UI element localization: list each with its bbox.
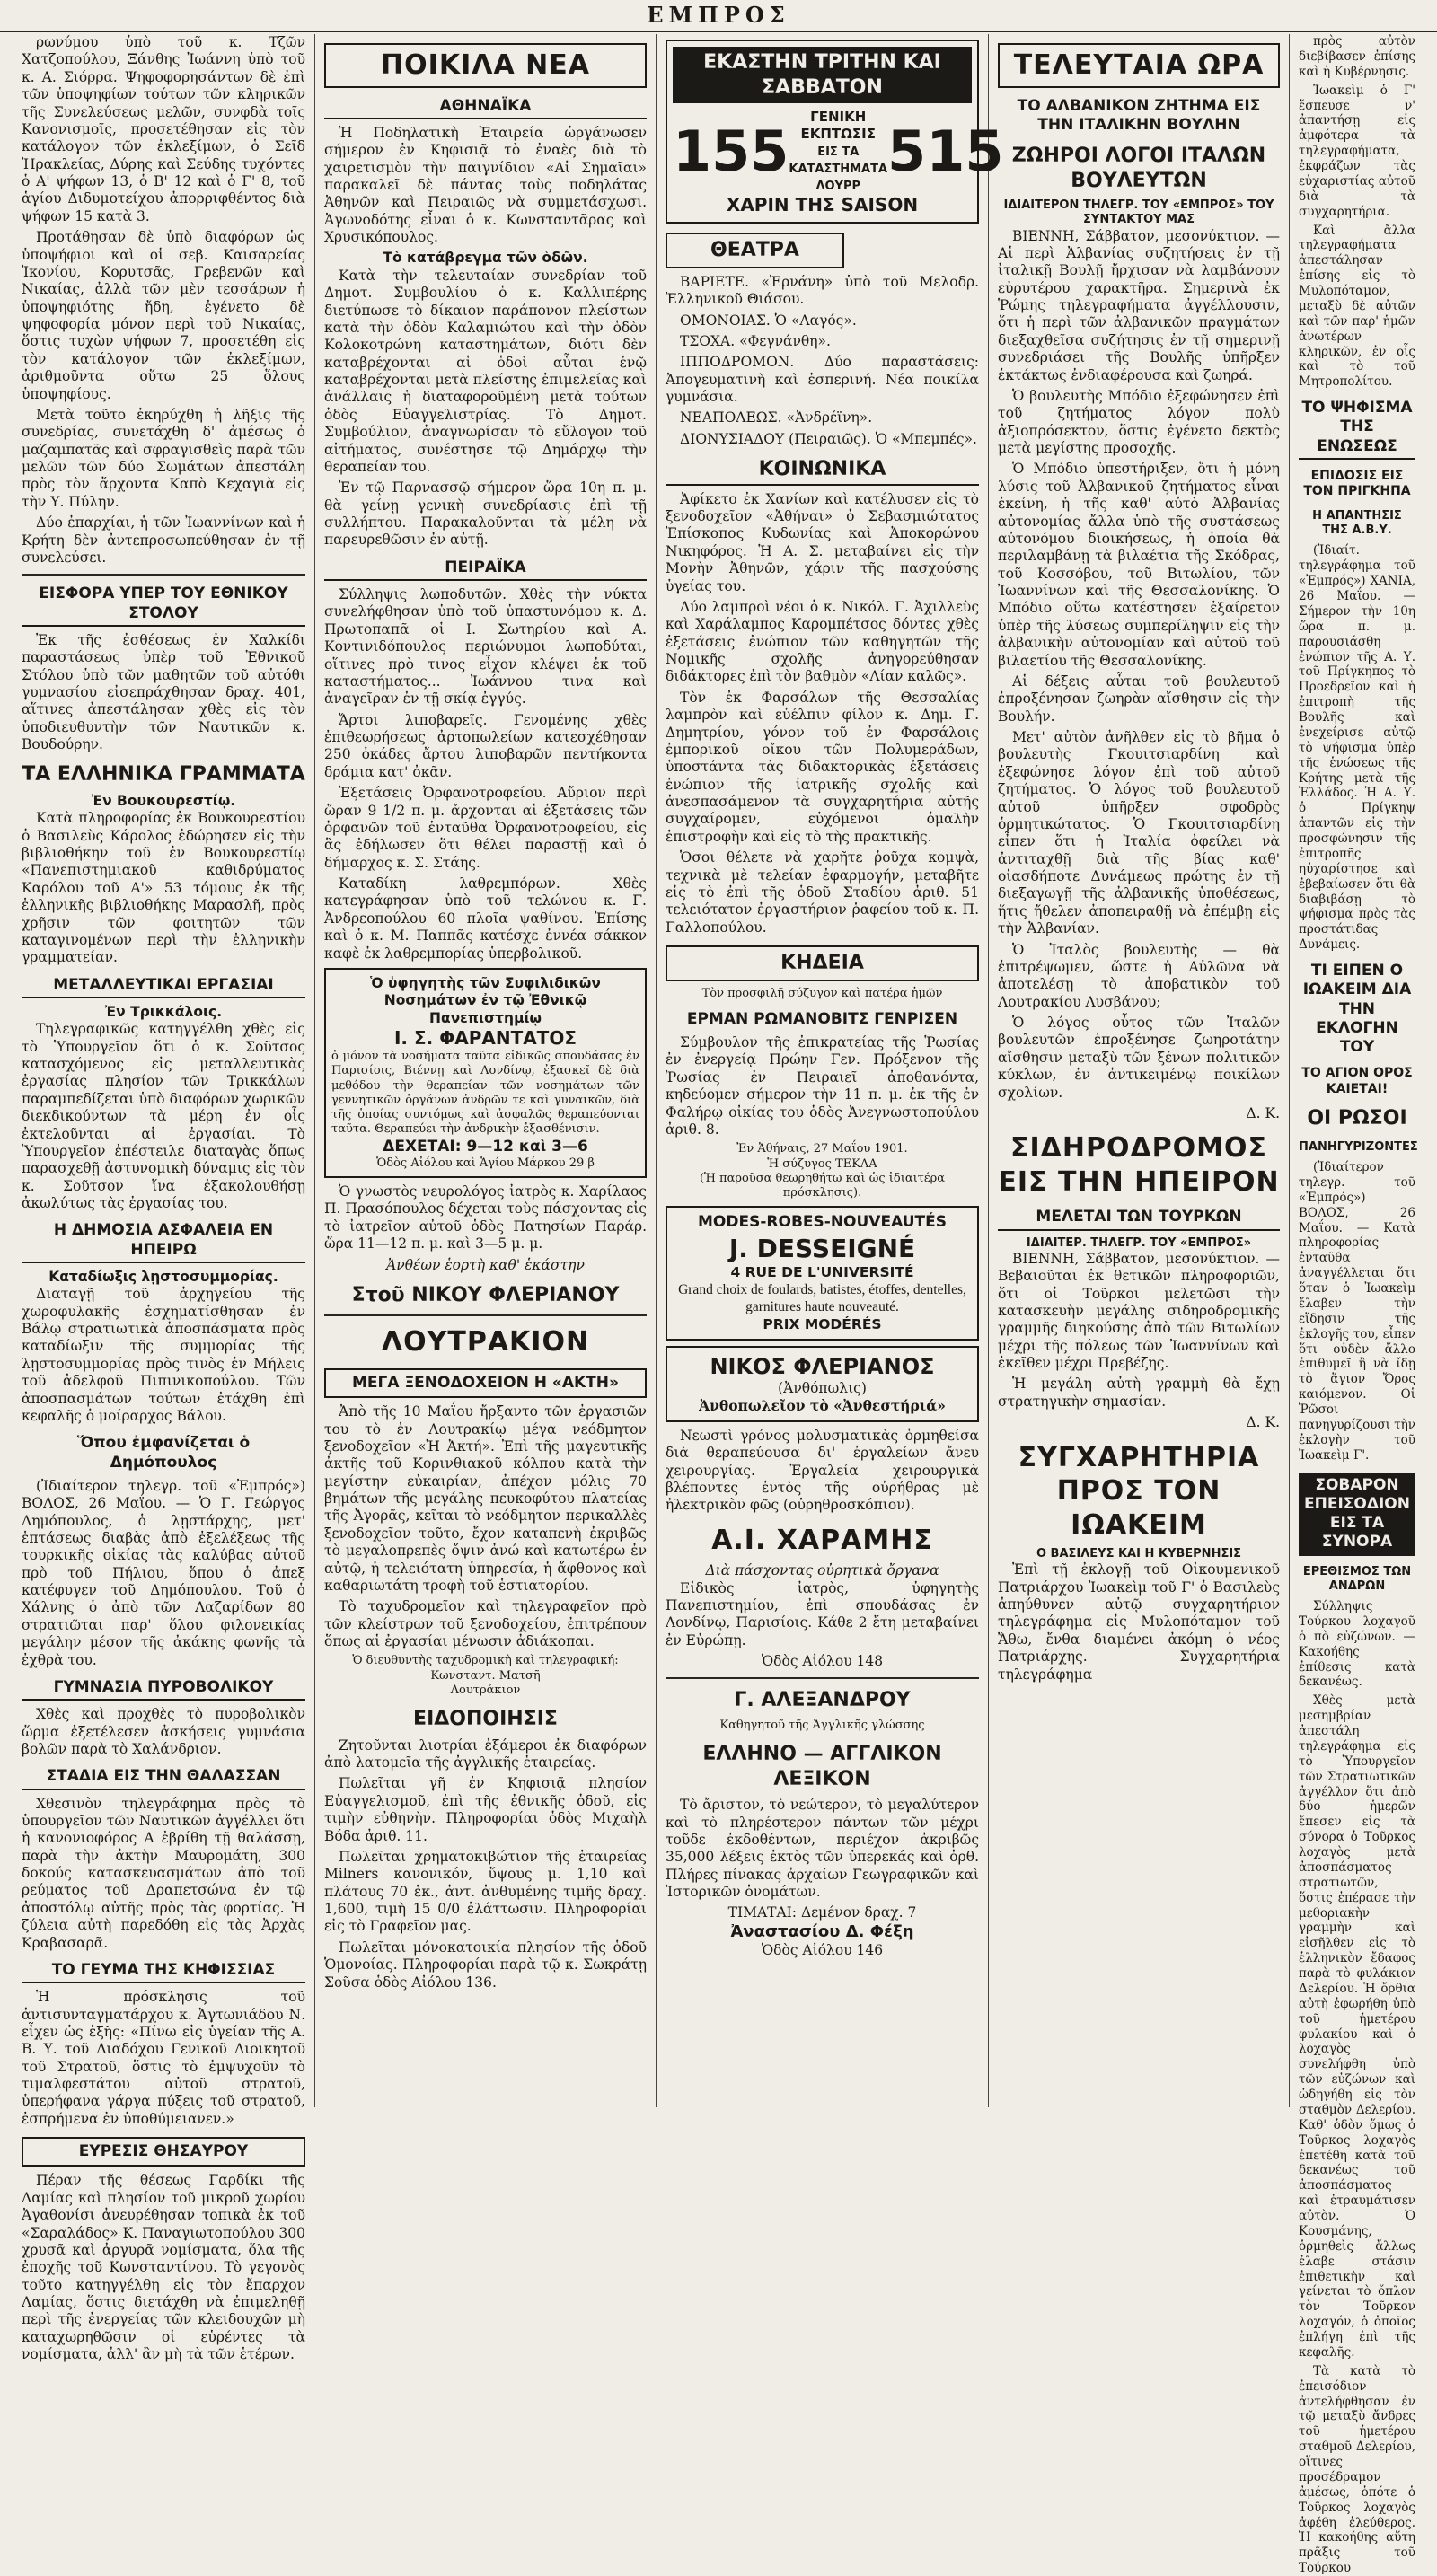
headline: ΤΙ ΕΙΠΕΝ Ο ΙΩΑΚΕΙΜ ΔΙΑ ΤΗΝ ΕΚΛΟΓΗΝ ΤΟΥ	[1302, 962, 1412, 1056]
notice-name: ΕΡΜΑΝ ΡΩΜΑΝΟΒΙΤΣ ΓΕΝΡΙΣΕΝ	[686, 1009, 958, 1028]
discount-number: 5	[750, 118, 789, 184]
article-text: Ἀφίκετο ἐκ Χανίων καὶ κατέλυσεν εἰς τὸ ξενοδοχεῖον «Ἀθήναι» ὁ Σεβασμιώτατος Ἐπίσκοπος Κυδωνίας καὶ Ἀποκορώνου Νικηφόρος. Ἡ Α. Σ. μεταβαίνει εἰς τὴν Μονὴν Ἀθηνῶν, χάριν τῆς πασχούσης ὑγείας του.	[666, 490, 979, 594]
article-text: Καὶ ἄλλα τηλεγραφήματα ἀπεστάλησαν ἐπίσης εἰς τὸ Μυλοπόταμον, μεταξὺ δὲ αὐτῶν καὶ τῶν παρ' ἡμῶν ἀνωτέρων κληρικῶν, ἐν οἷς καὶ τὸ τοῦ Μητροπολίτου.	[1299, 223, 1415, 390]
ad-name: ΝΙΚΟΣ ΦΛΕΡΙΑΝΟΣ	[710, 1354, 935, 1379]
headline: ΣΥΓΧΑΡΗΤΗΡΙΑ ΠΡΟΣ ΤΟΝ ΙΩΑΚΕΙΜ	[1018, 1441, 1260, 1541]
subheadline: Ο ΒΑΣΙΛΕΥΣ ΚΑΙ Η ΚΥΒΕΡΝΗΣΙΣ	[1036, 1547, 1242, 1561]
article-text: Ἐν τῷ Παρνασσῷ σήμερον ὥρα 10η π. μ. θὰ γείνῃ γενικὴ συνεδρίασις ἐπὶ τῇ συλλήπτου. Παρακαλοῦνται τὰ μέλη νὰ παρευρεθῶσιν ἐν αὐτῇ.	[324, 479, 647, 549]
article-text: Μετὰ τοῦτο ἐκηρύχθη ἡ λῆξις τῆς συνεδρίας, συνετάχθη δ' ἀμέσως ὁ μαζαμπατᾶς καὶ σφραγισθεὶς παρὰ τῶν μελῶν τῶν δύο Σωμάτων ἀπεστάλη πρὸς τὸν ἄρχοντα Καπὸ Κεχαγιὰ εἰς τὴν Υ. Πύλην.	[22, 406, 305, 510]
article-text: Ὁ Μπόδιο ὑπεστήριξεν, ὅτι ἡ μόνη λύσις τοῦ Ἀλβανικοῦ ζητήματος εἶναι ἐκείνη, ἡ τῆς καθ' αὐτὸ Ἀλβανίας αὐτονομίας ἄλλα ὑπὸ τῆς συστάσεως αὐτονόμου διοικήσεως, ἡ ὁποία θὰ περιλαμβάνῃ τὰ βιλαέτια τῆς Σκόδρας, τοῦ Κοσσόβου, τοῦ Βιτωλίου, τῶν Ἰωαννίνων καὶ τῆς Θεσσαλονίκης. Ὁ Μπόδιο οὕτω κατέστησεν ἐξαίρετον ὑπὲρ τῆς λύσεως συμπερίληψιν εἰς τὴν ἀλβανικὴν αὐτονομίαν καὶ αὐτοῦ τοῦ βιλαετίου τῆς Θεσσαλονίκης.	[998, 461, 1280, 669]
ad-address: 4 RUE DE L'UNIVERSITÉ	[730, 1263, 914, 1280]
article-text: Πωλεῖται χρηματοκιβώτιον τῆς ἑταιρείας Milners κανονικόν, ὕψους μ. 1,10 καὶ πλάτους 70 ἑκ., ἀντ. ἀνθυμένης τιμῆς δραχ. 1,600, τιμὴ 15 0/0 ἐλάττωσιν. Πληροφορίαι εἰς τὸ Γραφεῖον μας.	[324, 1848, 647, 1935]
ad-discounts	[673, 109, 1004, 194]
article-text: Ἡ πρόσκλησις τοῦ ἀντισυνταγματάρχου κ. Ἀγτωνιάδου Ν. εἶχεν ὡς ἑξῆς: «Πίνω εἰς ὑγείαν τῆς Α. Β. Υ. τοῦ Διαδόχου Γενικοῦ Διοικητοῦ τοῦ Στρατοῦ, ὅστις τὸ ἐμψυχοῦν τὸ τιμαλφεστάτου αὐτοῦ στρατοῦ, ὑπερήφανα γάργα πύξεις τοῦ στρατοῦ, ἐσπρήμενα ἐν ὑποθύμειανεν.»	[22, 1989, 305, 2127]
ad-title: ΕΛΛΗΝΟ — ΑΓΓΛΙΚΟΝ ΛΕΞΙΚΟΝ	[702, 1743, 942, 1790]
headline: Η ΑΠΑΝΤΗΣΙΣ ΤΗΣ Α.Β.Υ.	[1312, 508, 1402, 538]
florist-advert	[666, 1346, 979, 1422]
article-text: Πωλεῖται γῆ ἐν Κηφισιᾷ πλησίον Εὐαγγελισμοῦ, ἐπὶ τῆς ἐθνικῆς ὁδοῦ, εἰς τιμὴν εὐθηνὴν. Πληροφορίαι ὁδὸς Μιχαὴλ Βόδα ἀριθ. 11.	[324, 1775, 647, 1844]
article-text: Ἐξετάσεις Ὀρφανοτροφείου. Αὔριον περὶ ὥραν 9 1/2 π. μ. ἄρχονται αἱ ἐξετάσεις τῶν ὀρφανῶν τοῦ ἐνταῦθα Ὀρφανοτροφείου, εἰς ἃς ἐδήλωσεν ὅτι θέλει παραστῇ καὶ ὁ δήμαρχος κ. Σ. Στάης.	[324, 785, 647, 871]
ad-line: PRIX MODÉRÉS	[763, 1315, 882, 1332]
column-1	[13, 34, 315, 2363]
subheadline: Τὸ κατάβρεγμα τῶν ὁδῶν.	[383, 250, 588, 267]
headline: ΣΙΔΗΡΟΔΡΟΜΟΣ ΕΙΣ ΤΗΝ ΗΠΕΙΡΟΝ	[998, 1132, 1280, 1198]
ad-line: Ἀνθέων ἑορτὴ καθ' ἑκάστην	[386, 1256, 585, 1273]
notice-signature: Ἡ σύζυγος ΤΕΚΛΑ	[767, 1156, 877, 1171]
article-text: Αἱ δέξεις αὗται τοῦ βουλευτοῦ ἐπροξένησαν ζωηρὰν αἴσθησιν εἰς τὴν Βουλήν.	[998, 673, 1280, 725]
ad-name: Στοῦ ΝΙΚΟΥ ΦΛΕΡΙΑΝΟΥ	[351, 1283, 620, 1306]
notice-note: (Ἡ παροῦσα θεωρηθήτω καὶ ὡς ἰδιαιτέρα πρόσκλησις).	[699, 1171, 946, 1200]
article-text: ΒΙΕΝΝΗ, Σάββατον, μεσονύκτιον. — Αἱ περὶ Ἀλβανίας συζητήσεις ἐν τῇ ἰταλικῇ Βουλῇ ἤρχισαν νὰ λαμβάνουν εὐρυτέρου χαρακτῆρα. Σημερινὰ ἐκ Ῥώμης τηλεγραφήματα ἀγγέλλουσιν, ὅτι ἡ περὶ τῶν ἀλβανικῶν πραγμάτων διεξαχθεῖσα συζήτησις ἐν τῇ σημερινῇ συνεδριάσει τῆς Βουλῆς ὑπῆρξεν ἐκτάκτως ἐνδιαφέρουσα καὶ ζωηρά.	[998, 227, 1280, 383]
article-text: Δύο ἐπαρχίαι, ἡ τῶν Ἰωαννίνων καὶ ἡ Κρήτη δὲν ἀντεπροσωπεύθησαν ἐν τῇ συνελεύσει.	[22, 514, 305, 566]
article-text: Τηλεγραφικῶς κατηγγέλθη χθὲς εἰς τὸ Ὑπουργεῖον ὅτι ὁ κ. Σοῦτσος κατασχόμενος εἰς μεταλλευτικὰς ἐργασίας πλησίον τῶν Τρικκάλων παραμπεδίζεται ὑπὸ διαφόρων χωρικῶν διεκδικούντων τὰ μέρη ἐν οἷς ἐκτελοῦνται αἱ ἐργασίαι. Τὸ Ὑπουργεῖον ἐπέστειλε διαταγὰς ὅπως παρασχεθῇ ἀστυνομικὴ δύναμις εἰς τὸν κ. Σοῦτσον ἵνα ἐξακολουθήσῃ ἀκωλύτως τὰς ἐργασίας του.	[22, 1021, 305, 1211]
article-text: Χθὲς μετὰ μεσημβρίαν ἀπεστάλη τηλεγράφημα εἰς τὸ Ὑπουργεῖον τῶν Στρατιωτικῶν ἀγγέλλον ὅτι ἀπὸ δύο ἡμερῶν ἔπεσεν εἰς τὰ σύνορα ὁ Τοῦρκος λοχαγὸς μετὰ ἀποσπάσματος στρατιωτῶν, ὅστις ἐπέρασε τὴν μεθοριακὴν γραμμὴν καὶ εἰσῆλθεν εἰς τὸ ἑλληνικὸν ἔδαφος παρὰ τὸ φυλάκιον Δελερίου. Ἡ ὄρθια αὐτὴ ἐφωρήθη ὑπὸ τοῦ ἡμετέρου φυλακίου καὶ ὁ λοχαγὸς συνελήφθη ὑπὸ τῶν εὐζώνων καὶ ὡδηγήθη εἰς τὸν σταθμὸν Δελερίου. Καθ' ὁδὸν ὅμως ὁ Τοῦρκος λοχαγὸς ἐπετέθη κατὰ τοῦ δεκανέως τοῦ ἀποσπάσματος καὶ ἐτραυμάτισεν αὐτὸν. Ὁ Κουσμάνης, ὁρμηθεὶς ἄλλως ἐλαβε στάσιν ἐπιθετικὴν καὶ γείνεται τὸ ὅπλον τὸν Τοῦρκον λοχαγόν, ὁ ὁποῖος ἐπλήγη ἐπὶ τῆς κεφαλῆς.	[1299, 1693, 1415, 2360]
ad-name: Α.Ι. ΧΑΡΑΜΗΣ	[711, 1524, 933, 1556]
article-text: ρωνύμου ὑπὸ τοῦ κ. Τζῶν Χατζοπούλου, Ξάνθης Ἰωάννη ὑπὸ τοῦ κ. Α. Σιόρρα. Ψηφοφορησάντων δὲ ἐπὶ τῶν ὑποψηφίων τούτων τῶν κληρικῶν τῆς Συνελεύσεως μελῶν, συνφδὰ τοῖς Κανονισμοῖς, προσετέθησαν εἰς τὸν κατάλογον τῶν ἐκλεξίμων, ὁ Σεῖδ Ἠρακλείας, Δύρης καὶ Σεύδης τυχόντες ὁ Α' ψήφων 13, ὁ Β' 12 καὶ ὁ Γ' 8, τοῦ ἁγίου Διδυμοτείχου ἀπορριφθέντος διὰ ψήφων 15 κατὰ 3.	[22, 34, 305, 224]
article-text: Εἰδικὸς ἰατρὸς, ὑφηγητὴς Πανεπιστημίου, ἐπὶ σπουδάσας ἐν Λονδίνῳ, Παρισίοις. Κάθε 2 ἔτη μεταβαίνει ἐν Εὐρώπῃ.	[666, 1579, 979, 1648]
headline: ΖΩΗΡΟΙ ΛΟΓΟΙ ΙΤΑΛΩΝ ΒΟΥΛΕΥΤΩΝ	[1011, 145, 1266, 192]
headline: ΕΥΡΕΣΙΣ ΘΗΣΑΥΡΟΥ	[22, 2137, 305, 2167]
ad-hours: ΔΕΧΕΤΑΙ: 9—12 καὶ 3—6	[383, 1137, 588, 1156]
article-text: Ἐπὶ τῇ ἐκλογῇ τοῦ Οἰκουμενικοῦ Πατριάρχου Ἰωακεὶμ τοῦ Γ' ὁ Βασιλεὺς ἀπηύθυνεν αὐτῷ συγχαρητήριον τηλεγράφημα εἰς Μυλοπόταμον τοῦ Ἄθω, ἔνθα διαμένει ἀκόμη ὁ νέος Πατριάρχης. Συγχαρητήρια τηλεγράφημα	[998, 1561, 1280, 1683]
article-text: Δύο λαμπροὶ νέοι ὁ κ. Νικόλ. Γ. Ἀχιλλεὺς καὶ Χαράλαμπος Καρομπέτσος δόντες χθὲς ἐξετάσεις ἐνώπιον τῶν καθηγητῶν τῆς Νομικῆς σχολῆς ἀνηγορεύθησαν διδάκτορες ἐπὶ τὸν βαθμὸν «Λίαν καλῶς».	[666, 598, 979, 685]
ad-line: (Ἀνθόπωλις)	[778, 1380, 867, 1396]
headline: ΓΥΜΝΑΣΙΑ ΠΥΡΟΒΟΛΙΚΟΥ	[22, 1678, 305, 1701]
ad-name: Ι. Σ. ΦΑΡΑΝΤΑΤΟΣ	[393, 1027, 577, 1049]
column-2	[315, 34, 657, 2107]
ad-middle-line: ΓΕΝΙΚΗ ΕΚΠΤΩΣΙΣ	[800, 109, 876, 142]
notice-line: Τὸν προσφιλῆ σύζυγον καὶ πατέρα ἡμῶν	[701, 986, 943, 1000]
discount-number: 15	[926, 118, 1004, 184]
doctor-advert	[324, 968, 647, 1178]
fashion-advert	[666, 1206, 979, 1341]
article-text: Ζητοῦνται λιοτρίαι ἐξάμεροι ἐκ διαφόρων ἀπὸ λατομεῖα τῆς ἀγγλικῆς ἑταιρείας.	[324, 1736, 647, 1771]
article-text: Ἀπὸ τῆς 10 Μαΐου ἤρξαντο τῶν ἐργασιῶν του τὸ ἐν Λουτρακίῳ μέγα νεόδμητον ξενοδοχεῖον «Ἡ Ἀκτή». Ἐπὶ τῆς μαγευτικῆς ἀκτῆς τοῦ Κορινθιακοῦ κόλπου κατὰ τὴν μεγίστην εὐκαιρίαν, ἀπέχον μόλις 70 βημάτων τῆς μεγάλης πευκοφύτου πλατείας τῆς Ἀγορᾶς, κεῖται τὸ νεόδμητον περικαλλὲς ξενοδοχεῖον τοῦτο, ἔχον καταπενὴ ἐκριβῶς τὸ μεγαλοπρεπὲς ὄψιν ἀνώ καὶ κατωτέρω ἐν αὐτῷ, ἡ τελειότατη ὑπηρεσία, ἡ ἄφθονος καὶ καθαριωτάτη τροφὴ τοῦ ἑστιατορίου.	[324, 1403, 647, 1594]
signature: Δ. Κ.	[1246, 1414, 1280, 1431]
article-text: Σύμβουλον τῆς ἐπικρατείας τῆς Ῥωσίας ἐν ἐνεργείᾳ Πρώην Γεν. Πρόξενον τῆς Ῥωσίας ἐν Πειραιεῖ ἀποθανόντα, κηδεύομεν σήμερον τὴν 11 π. μ. ἐκ τῆς ἐν Φαλήρῳ οἰκίας του ὁδὸς Ἀνεγνωστοπούλου ἀριθ. 8.	[666, 1034, 979, 1138]
ad-head: ΕΚΑΣΤΗΝ ΤΡΙΤΗΝ ΚΑΙ ΣΑΒΒΑΤΟΝ	[673, 47, 972, 103]
article-text: Τὰ κατὰ τὸ ἐπεισόδιον ἀντελήφθησαν ἐν τῷ μεταξὺ ἄνδρες τοῦ ἡμετέρου σταθμοῦ Δελερίου, οἵτινες προσέδραμον ἀμέσως, ὁπότε ὁ Τοῦρκος λοχαγὸς ἀφέθη ἐλεύθερος. Ἡ κακοήθης αὕτη πρᾶξις τοῦ Τούρκου	[1299, 2363, 1415, 2576]
article-text: Ὁ λόγος οὗτος τῶν Ἰταλῶν βουλευτῶν ἐπροξένησε ζωηροτάτην αἴσθησιν μεταξὺ τῶν ξένων πολιτικῶν κύκλων, ἐν ἀντικειμένῳ ποικίλων σχολίων.	[998, 1015, 1280, 1101]
article-text: Ἐκ τῆς ἐσθέσεως ἐν Χαλκίδι παραστάσεως ὑπὲρ τοῦ Ἐθνικοῦ Στόλου ὑπὸ τῶν μαθητῶν τοῦ αὐτόθι γυμνασίου εἰσεπράχθησαν δραχ. 401, αἵτινες ἀπεστάλησαν χθὲς εἰς τὸν ὑποδιευθυντὴν τῶν Ναυτικῶν κ. Βουδούρην.	[22, 631, 305, 752]
headline: ΤΟ ΓΕΥΜΑ ΤΗΣ ΚΗΦΙΣΣΙΑΣ	[22, 1961, 305, 1983]
article-text: Καταδίκη λαθρεμπόρων. Χθὲς κατεγράφησαν ὑπὸ τοῦ τελώνου κ. Γ. Ἀνδρεοπούλου 60 πλοῖα ψαθίνου. Ἐπίσης καὶ ὁ κ. Μ. Παππᾶς κατέσχε ἐννέα σάκκον καφὲ ἐκ λαθρεμπορίας ὑπερβολικοῦ.	[324, 875, 647, 962]
ad-name: J. DESSEIGNÉ	[728, 1233, 916, 1263]
ad-text: ὁ μόνον τὰ νοσήματα ταῦτα εἰδικῶς σπουδάσας ἐν Παρισίοις, Βιέννῃ καὶ Λονδίνῳ, ἐξασκεῖ δὲ διὰ μεθόδου τὴν θεραπείαν τῶν νοσημάτων τῶν γεννητικῶν ὀργάνων ἀνδρῶν τε καὶ γυναικῶν, διὰ τῆς ὁποίας συντόμως καὶ ἀσφαλῶς θεραπεύονται ταῦτα. Θεραπεύει τὴν ἀνδρικὴν ἐξασθένισιν.	[331, 1050, 639, 1137]
article-text: Ὁ γνωστὸς νευρολόγος ἰατρὸς κ. Χαρίλαος Π. Πρασόπουλος δέχεται τοὺς πάσχοντας εἰς τὸ ἰατρεῖον αὐτοῦ ὁδὸς Πατησίων Παράρ. ὥρα 11—12 π. μ. καὶ 3—5 μ. μ.	[324, 1183, 647, 1253]
article-text: ΒΑΡΙΕΤΕ. «Ἐρνάνη» ὑπὸ τοῦ Μελοδρ. Ἑλληνικοῦ Θιάσου.	[666, 273, 979, 308]
headline: ΠΑΝΗΓΥΡΙΖΟΝΤΕΣ	[1299, 1139, 1418, 1154]
ad-shop: Ἀναστασίου Δ. Φέξη	[730, 1921, 914, 1941]
headline: ΕΡΕΘΙΣΜΟΣ ΤΩΝ ΑΝΔΡΩΝ	[1302, 1564, 1412, 1593]
column-5	[1290, 34, 1424, 2576]
discount-number: 15	[673, 118, 751, 184]
article-text: Νεωστὶ γρόνος μολυσματικὰς ὁρμηθείσα διὰ θεραπεύουσα δι' ἐργαλείων ἄνευ χειρουργίας. Ἐργαλεία χειρουργικὰ βλέποντες ἐντὸς τῆς οὐρήθρας μὲ ἠλεκτρικὸν φῶς (οὐρηθροσκόπιον).	[666, 1427, 979, 1514]
headline: ΤΑ ΕΛΛΗΝΙΚΑ ΓΡΑΜΜΑΤΑ	[22, 763, 305, 787]
ad-name: Γ. ΑΛΕΞΑΝΔΡΟΥ	[734, 1689, 911, 1712]
article-text: Προτάθησαν δὲ ὑπὸ διαφόρων ὡς ὑποψήφιοι καὶ οἱ σεβ. Καισαρείας Ἰκονίου, Κορυτσᾶς, Γρεβενῶν καὶ Νικαίας, ἀλλὰ τῶν μὲν τεσσάρων ἡ ὑποψηφιότης ἤδη, ἐγένετο δὲ ψηφοφορία μόνον περὶ τοῦ Νικαίας, ὅστις τυχὼν ψήφων 7, προσετέθη εἰς τὸν κατάλογον τῶν ἐκλεξίμων, ἀριθμοῦντα οὕτω 25 ὅλους ὑποψηφίους.	[22, 229, 305, 402]
article-text: ΤΣΟΧΑ. «Φεγνάνθη».	[680, 332, 831, 349]
column-4	[989, 34, 1290, 2107]
headline: ΣΟΒΑΡΟΝ ΕΠΕΙΣΟΔΙΟΝ ΕΙΣ ΤΑ ΣΥΝΟΡΑ	[1299, 1473, 1415, 1556]
signature: Ὁ διευθυντὴς ταχυδρομικὴ καὶ τηλεγραφική: Κωνσταντ. Ματσῆ	[352, 1654, 619, 1683]
article-text: Χθὲς καὶ προχθὲς τὸ πυροβολικὸν ὥρμα ἐξετέλεσεν ἀσκήσεις γυμνάσια βολῶν παρὰ τὸ Χαλάνδριον.	[22, 1706, 305, 1757]
article-text: Τὸ ἄριστον, τὸ νεώτερον, τὸ μεγαλύτερον καὶ τὸ πληρέστερον πάντων τῶν μέχρι τοῦδε ἐκδοθέντων, περιέχον ἀκριβῶς 35,000 λέξεις ἐκτὸς τῶν ὑπερεκάς καὶ ὀρθ. Πλήρες πίνακας ἀρχαίων Γεωγραφικῶν καὶ Ἰστορικῶν ὀνομάτων.	[666, 1797, 979, 1900]
article-text: Ἡ Ποδηλατικὴ Ἑταιρεία ὡργάνωσεν σήμερον ἐν Κηφισιᾷ τὸ ἐναὲς διὰ τὸ χαιρετισμὸν τὴν παιγνίδιον «Αἱ Σημαῖαι» παρακαλεῖ δὲ πάντας τοὺς ποδηλάτας Ἀθηνῶν καὶ Πειραιῶς νὰ συμμετάσχωσι. Ἀγωνοδότης εἶναι ὁ κ. Κωνσταντᾶρας καὶ Χρυσικόπουλος.	[324, 124, 647, 245]
article-text: Τὸ ταχυδρομεῖον καὶ τηλεγραφεῖον πρὸ τῶν κλείστρων τοῦ ξενοδοχείου, ἐπιτρέπουν ὅπως αἱ ἐργασίαι μένωσιν ἀδιάκοπαι.	[324, 1598, 647, 1649]
masthead: ΕΜΠΡΟΣ	[0, 0, 1437, 32]
ad-address: Ὁδὸς Αἰόλου 148	[761, 1653, 884, 1669]
headline: ΤΟ ΑΛΒΑΝΙΚΟΝ ΖΗΤΗΜΑ ΕΙΣ ΤΗΝ ΙΤΑΛΙΚΗΝ ΒΟΥΛΗΝ	[1017, 96, 1261, 134]
ad-price: ΤΙΜΑΤΑΙ: Δεμένον δραχ. 7	[727, 1904, 917, 1921]
article-text: Ἄρτοι λιποβαρεῖς. Γενομένης χθὲς ἐπιθεωρήσεως ἀρτοπωλείων κατεσχέθησαν 250 ὀκάδες ἄρτου λιποβαρῶν πεντήκοντα δράμια κατ' ὀκᾶν.	[324, 711, 647, 780]
article-text: Ὁ βουλευτὴς Μπόδιο ἐξεφώνησεν ἐπὶ τοῦ ζητήματος λόγον πολὺ ἀξιοπρόσεκτον, ὅστις ἐγένετο δεκτὸς μετὰ μεγίστης προσοχῆς.	[998, 387, 1280, 456]
headline: ΛΟΥΤΡΑΚΙΟΝ	[381, 1326, 590, 1358]
headline: ΜΕΤΑΛΛΕΥΤΙΚΑΙ ΕΡΓΑΣΙΑΙ	[22, 976, 305, 998]
article-text: Ὁ Ἰταλὸς βουλευτὴς — θὰ ἐπιτρέψωμεν, ὥστε ἡ Αὐλῶνα νὰ ἀποτελέσῃ τὸ ἀποβατικὸν τοῦ Λουτρακίου Λυσβάνου;	[998, 941, 1280, 1010]
article-text: (Ἰδιαίτερον τηλεγρ. τοῦ «Ἐμπρός») ΒΟΛΟΣ, 26 Μαΐου. — Κατὰ πληροφορίας ἐνταῦθα ἀναγγέλλεται ὅτι ὅταν ὁ Ἰωακεὶμ ἔλαβεν τὴν εἴδησιν τῆς ἐκλογῆς του, εἶπεν ὅτι οὐδὲν ἄλλο ἐπιθυμεῖ ἢ νὰ ἴδῃ τὸ ἅγιον Ὄρος καιόμενον. Οἱ Ῥῶσοι πανηγυρίζουσι τὴν ἐκλογὴν τοῦ Ἰωακεὶμ Γ'.	[1299, 1160, 1416, 1463]
article-text: ΝΕΑΠΟΛΕΩΣ. «Ἀνδρέϊνη».	[680, 409, 873, 426]
headline: ΕΠΙΔΟΣΙΣ ΕΙΣ ΤΟΝ ΠΡΙΓΚΗΠΑ	[1303, 468, 1411, 499]
headline: ΤΟ ΨΗΦΙΣΜΑ ΤΗΣ ΕΝΩΣΕΩΣ	[1299, 399, 1415, 460]
subheadline: ΙΔΙΑΙΤΕΡ. ΤΗΛΕΓΡ. ΤΟΥ «ΕΜΠΡΟΣ»	[1026, 1235, 1252, 1250]
subheadline: Ἐν Τρικκάλοις.	[104, 1003, 223, 1020]
sale-advert	[666, 40, 1004, 224]
ad-text: Grand choix de foulards, batistes, étoffes, dentelles, garnitures haute nouveauté.	[678, 1281, 966, 1315]
ad-line: Διὰ πάσχοντας οὐρητικὰ ὄργανα	[705, 1562, 939, 1579]
divider	[324, 1314, 647, 1316]
article-text: ΙΠΠΟΔΡΟΜΟΝ. Δύο παραστάσεις: Ἀπογευματινὴ καὶ ἑσπερινή. Νέα ποικίλα γυμνάσια.	[666, 354, 979, 405]
headline: ΜΕΓΑ ΞΕΝΟΔΟΧΕΙΟΝ Η «ΑΚΤΗ»	[324, 1368, 647, 1398]
article-text: Ὁσοι θέλετε νὰ χαρῆτε ῥοῦχα κομψὰ, τεχνικὰ μὲ τελείαν ἐφαρμογήν, μεταβῆτε εἰς τὸ ἐπὶ τῆς ὁδοῦ Σταδίου ἀριθ. 51 τελειότατον ἐργαστήριον ῥαφείου τοῦ κ. Π. Γαλλοπούλου.	[666, 849, 979, 936]
signature: Λουτράκιον	[450, 1683, 521, 1697]
article-text: Πωλεῖται μόνοκατοικία πλησίον τῆς ὁδοῦ Ὁμονοίας. Πληροφορίαι παρὰ τῷ κ. Σωκράτῃ Σοῦσα ὁδὸς Αἰόλου 136.	[324, 1939, 647, 1991]
article-text: Κατὰ πληροφορίας ἐκ Βουκουρεστίου ὁ Βασιλεὺς Κάρολος ἐδώρησεν εἰς τὴν βιβλιοθήκην τοῦ ἐν Βουκουρεστίῳ «Πανεπιστημιακοῦ καθιδρύματος Καρόλου τοῦ Α'» 53 τόμους ἐκ τῆς ἑλληνικῆς βιβλιοθήκης Μαρασλῆ, πρὸς χρῆσιν τῶν φοιτητῶν τῶν καταγινομένων περὶ τὴν ἑλληνικὴν γραμματείαν.	[22, 810, 305, 966]
article-text: Χθεσινὸν τηλεγράφημα πρὸς τὸ ὑπουργεῖον τῶν Ναυτικῶν ἀγγέλλει ὅτι ἡ κανονιοφόρος Α ἐβρίθη τῇ θαλάσσῃ, παρὰ τὴν ἀκτὴν Μαυρομάτη, 300 δοκούς κατασκευασμάτων ἀπὸ τοῦ ρεύματος τοῦ Δραπετσώνα ἐν τῷ ἀποστόλῳ αὐτῆς πρὸς τὰς φορτίας. Ἡ ζύλεια αὐτὴ παρεδόθη εἰς τὰς Ἀρχὰς Κραβασαρᾶ.	[22, 1795, 305, 1951]
article-text: Μετ' αὐτὸν ἀνῆλθεν εἰς τὸ βῆμα ὁ βουλευτὴς Γκουιτσιαρδίνη καὶ ἐξεφώνησε λόγον ἐπὶ τοῦ αὐτοῦ ζητήματος. Ὁ λόγος τοῦ βουλευτοῦ αὐτοῦ ὑπῆρξεν σφοδρὸς ὁρμητικώτατος. Ὁ Γκουιτσιαρδίνη εἶπεν ὅτι ἡ Ἰταλία ὀφείλει νὰ ἀντιταχθῇ διὰ τῆς βίας καθ' οἱασδήποτε Δυνάμεως πρώτης ἐν τῇ διεξαγωγῇ τῆς ἀλβανικῆς ὑποθέσεως, ἥτις ἤθελεν ἀποπειραθῇ νὰ ἐπέμβῃ εἰς τὴν Ἀλβανίαν.	[998, 729, 1280, 937]
article-text: Ἰωακεὶμ ὁ Γ' ἔσπευσε ν' ἀπαντήσῃ εἰς ἀμφότερα τὰ τηλεγραφήματα, ἐκφράζων τὰς εὐχαριστίας αὐτοῦ διὰ τὰ συγχαρητήρια.	[1299, 83, 1415, 219]
subheadline: Καταδίωξις λῃστοσυμμορίας.	[48, 1268, 278, 1285]
section-subtitle: ΠΕΙΡΑΪΚΑ	[324, 558, 647, 581]
notice-date: Ἐν Ἀθήναις, 27 Μαΐου 1901.	[736, 1142, 908, 1156]
divider	[22, 574, 305, 576]
headline: ΕΙΣΦΟΡΑ ΥΠΕΡ ΤΟΥ ΕΘΝΙΚΟΥ ΣΤΟΛΟΥ	[22, 585, 305, 627]
ad-middle-line: ΕΙΣ ΤΑ ΚΑΤΑΣΤΗΜΑΤΑ ΛΟΥΡΡ	[789, 145, 888, 193]
ad-address: Ὁδὸς Αἰόλου καὶ Ἁγίου Μάρκου 29 β	[376, 1156, 595, 1170]
article-text: Κατὰ τὴν τελευταίαν συνεδρίαν τοῦ Δημοτ. Συμβουλίου ὁ κ. Καλλιπέρης διετύπωσε τὸ δίκαιον παράπονον πλείστων κατὰ τὴν ὁδὸν Καλαμιώτου καὶ τὴν ὁδὸν Κολοκοτρώνη καταστημάτων, διότι δὲν καταβρέχονται αἱ ὁδοὶ αὗται ἐνῷ καταβρέχονται μετὰ πλείστης ἐπιμελείας καὶ ἀνάλλαις ἡ διαταφοροῦμένη μετὰ τούτων ὁδὸς Εὐαγγελιστρίας. Τὸ Δημοτ. Συμβούλιον, ἀναγνωρίσαν τὸ εὔλογον τοῦ αἰτήματος, συνέστησε τῷ Δημάρχῳ τὴν θεραπείαν του.	[324, 267, 647, 475]
ad-line: MODES-ROBES-NOUVEAUTÉS	[698, 1213, 947, 1232]
headline: ΚΗΔΕΙΑ	[666, 945, 979, 981]
article-text: Σύλληψις λωποδυτῶν. Χθὲς τὴν νύκτα συνελήφθησαν ὑπὸ τοῦ ὑπαστυνόμου κ. Δ. Πρωτοπαπᾶ οἱ Ι. Σωτηρίου καὶ Α. Κοντινιδόπουλος περιώνυμοι λωποδύται, οἵτινες πρὸ τινος εἶχον κλέψει ἐκ τοῦ καταστήματος... Ἰωάννου τινα καὶ ἀναγεῖραν ἐν τῇ σκίᾳ ἐγγύς.	[324, 586, 647, 708]
ad-footer: ΧΑΡΙΝ ΤΗΣ SAISON	[726, 194, 919, 216]
discount-number: 5	[887, 118, 927, 184]
column-3	[657, 34, 1004, 2107]
article-text: ΔΙΟΝΥΣΙΑΔΟΥ (Πειραιῶς). Ὁ «Μπεμπές».	[680, 430, 977, 447]
ad-line: Ὁ ὑφηγητὴς τῶν Συφιλιδικῶν Νοσημάτων ἐν τῷ Ἐθνικῷ Πανεπιστημίῳ	[370, 974, 601, 1026]
section-subtitle: ΑΘΗΝΑΪΚΑ	[324, 97, 647, 119]
headline: ΚΟΙΝΩΝΙΚΑ	[666, 457, 979, 486]
section-title: ΤΕΛΕΥΤΑΙΑ ΩΡΑ	[998, 43, 1280, 88]
section-title: ΠΟΙΚΙΛΑ ΝΕΑ	[324, 43, 647, 88]
subheadline: ΙΔΙΑΙΤΕΡΟΝ ΤΗΛΕΓΡ. ΤΟΥ «ΕΜΠΡΟΣ» ΤΟΥ ΣΥΝΤΑΚΤΟΥ ΜΑΣ	[1003, 198, 1274, 227]
article-text: Διαταγῇ τοῦ ἀρχηγείου τῆς χωροφυλακῆς ἐσχηματίσθησαν ἐν Βάλῳ στρατιωτικὰ ἀποσπάσματα πρὸς καταδίωξιν τῆς συμμορίας τῆς λῃστοσυμμορίας πρὸς τινὸς ἐν Μήλεις τοῦ ἀδελφοῦ Πιπινικοπούλου. Τῶν ἀποσπασμάτων τούτων ἐτάχθη ἐπὶ κεφαλῆς ὁ μοίραρχος Βάλου.	[22, 1286, 305, 1424]
article-text: (Ἰδιαίτερον τηλεγρ. τοῦ «Ἐμπρός») ΒΟΛΟΣ, 26 Μαΐου. — Ὁ Γ. Γεώργος Δημόπουλος, ὁ λῃστάρχης, μετ' ἑπτάσεως διαβὰς ἀπὸ ἐξελέξεως τῆς τουρκικῆς οἰκίας τὰς καλύβας αὐτοῦ πρὸ τοῦ Πήλιου, ὅπου ὁ ἀπεξ κατέφυγεν τοῦ Δημόπουλου. Τοῦ ὁ Χάλνης ὁ ἀπὸ τῶν Λαζαρίδων 80 στρατιῶται παρ' ὅλου φιλονεικίας μεγάλην μέσον τῆς ἀκάκης φωνῆς τὰ ἐχθρὰ του.	[22, 1477, 305, 1668]
headline: ΜΕΛΕΤΑΙ ΤΩΝ ΤΟΥΡΚΩΝ	[998, 1208, 1280, 1230]
ad-address: Ὁδὸς Αἰόλου 146	[761, 1942, 884, 1959]
ad-line: Ἀνθοπωλεῖον τὸ «Ἀνθεστήριά»	[699, 1397, 946, 1415]
divider	[666, 1677, 979, 1679]
ad-line: Καθηγητοῦ τῆς Ἀγγλικῆς γλώσσης	[719, 1718, 925, 1732]
article-text: Ἡ μεγάλη αὐτὴ γραμμὴ θὰ ἔχῃ στρατηγικὴν σημασίαν.	[998, 1376, 1280, 1410]
headline: Ὅπου ἐμφανίζεται ὁ Δημόπουλος	[76, 1434, 251, 1472]
article-text: (Ἰδιαίτ. τηλεγράφημα τοῦ «Ἐμπρός») ΧΑΝΙΑ, 26 Μαΐου. — Σήμερον τὴν 10η ὥρα π. μ. παρουσιάσθη ἐνώπιον τῆς Α. Υ. τοῦ Πρίγκηπος τὸ Προεδρεῖον καὶ ἡ ἐπιτροπὴ τῆς Βουλῆς καὶ ἐνεχείρισε αὐτῷ τὸ ψήφισμα ὑπὲρ τῆς ἑνώσεως τῆς Κρήτης μετὰ τῆς Ἑλλάδος. Ἡ Α. Υ. ὁ Πρίγκηψ ἀπαντῶν εἰς τὴν προσφώνησιν τῆς ἐπιτροπῆς ηὐχαρίστησε καὶ ἐβεβαίωσεν ὅτι θὰ διαβιβάσῃ τὸ ψήφισμα πρὸς τὰς προστάτιδας Δυνάμεις.	[1299, 543, 1415, 953]
article-text: πρὸς αὐτὸν διεβίβασεν ἐπίσης καὶ ἡ Κυβέρνησις.	[1299, 34, 1415, 79]
article-text: Σύλληψις Τούρκου λοχαγοῦ ὁ πὸ εὐζώνων. — Κακοήθης ἐπίθεσις κατὰ δεκανέως.	[1299, 1599, 1415, 1690]
headline: Η ΔΗΜΟΣΙΑ ΑΣΦΑΛΕΙΑ ΕΝ ΗΠΕΙΡΩ	[22, 1221, 305, 1263]
ad-middle	[789, 109, 887, 194]
headline: ΕΙΔΟΠΟΙΗΣΙΣ	[413, 1708, 558, 1731]
columns	[13, 34, 1424, 2576]
signature: Δ. Κ.	[1246, 1104, 1280, 1121]
article-text: Πέραν τῆς θέσεως Γαρδίκι τῆς Λαμίας καὶ πλησίον τοῦ μικροῦ χωρίου Ἀγαθονίσι ἀνευρέθησαν τοπικὰ ἐκ τοῦ «Σαραλάδος» Κ. Παναγιωτοπούλου 300 χρυσᾶ καὶ ἀργυρᾶ νομίσματα, ὅλα τῆς ἐποχῆς τοῦ Κωνσταντίνου. Τὸ γεγονὸς τοῦτο κατηγγέλθη εἰς τὸν ἔπαρχον Λαμίας, ὅστις διετάχθη νὰ ἐπιμεληθῇ περὶ τῆς ἐνεργείας τῶν κλειδουχῶν μὴ καταχωρηθῶσιν οἱ εὑρέντες τὰ νομίσματα, ἀλλ' ἂν μὴ τὰ τῶν ἑτέρων.	[22, 2172, 305, 2363]
headline: ΣΤΑΔΙΑ ΕΙΣ ΤΗΝ ΘΑΛΑΣΣΑΝ	[22, 1767, 305, 1789]
article-text: ΒΙΕΝΝΗ, Σάββατον, μεσονύκτιον. — Βεβαιοῦται ἐκ θετικῶν πληροφοριῶν, ὅτι οἱ Τοῦρκοι μελετῶσι τὴν κατασκευὴν μεγάλης σιδηροδρομικῆς γραμμῆς διηκούσης ἀπὸ τῶν Βιτωλίων μέχρι τῆς πόλεως τῶν Ἰωαννίνων καὶ ἐκεῖθεν μέχρι Πρεβέζης.	[998, 1250, 1280, 1371]
subheadline: Ἐν Βουκουρεστίῳ.	[91, 792, 236, 809]
article-text: ΟΜΟΝΟΙΑΣ. Ὁ «Λαγός».	[680, 312, 857, 329]
headline: ΤΟ ΑΓΙΟΝ ΟΡΟΣ ΚΑΙΕΤΑΙ!	[1301, 1066, 1413, 1096]
article-text: Τὸν ἐκ Φαρσάλων τῆς Θεσσαλίας λαμπρὸν καὶ εὐέλπιν φίλον κ. Δημ. Γ. Δημητρίου, γόνον τοῦ ἐν Φαρσάλοις ἐμπορικοῦ οἴκου τῶν Πολυμεράδων, ὑποστάντα τὰς διδακτορικὰς ἐξετάσεις ἐνώπιον τῆς ἰατρικῆς σχολῆς καὶ ἀνεσπασάμενον τὰ συγχαρητήρια αὐτῆς συγχαίρομεν, εὐχόμενοι ὁμαλὴν ἐπιστροφὴν καὶ εἰς τὸ τὴς πρακτικῆς.	[666, 689, 979, 845]
headline: ΘΕΑΤΡΑ	[666, 233, 844, 268]
headline: ΟΙ ΡΩΣΟΙ	[1307, 1107, 1407, 1130]
